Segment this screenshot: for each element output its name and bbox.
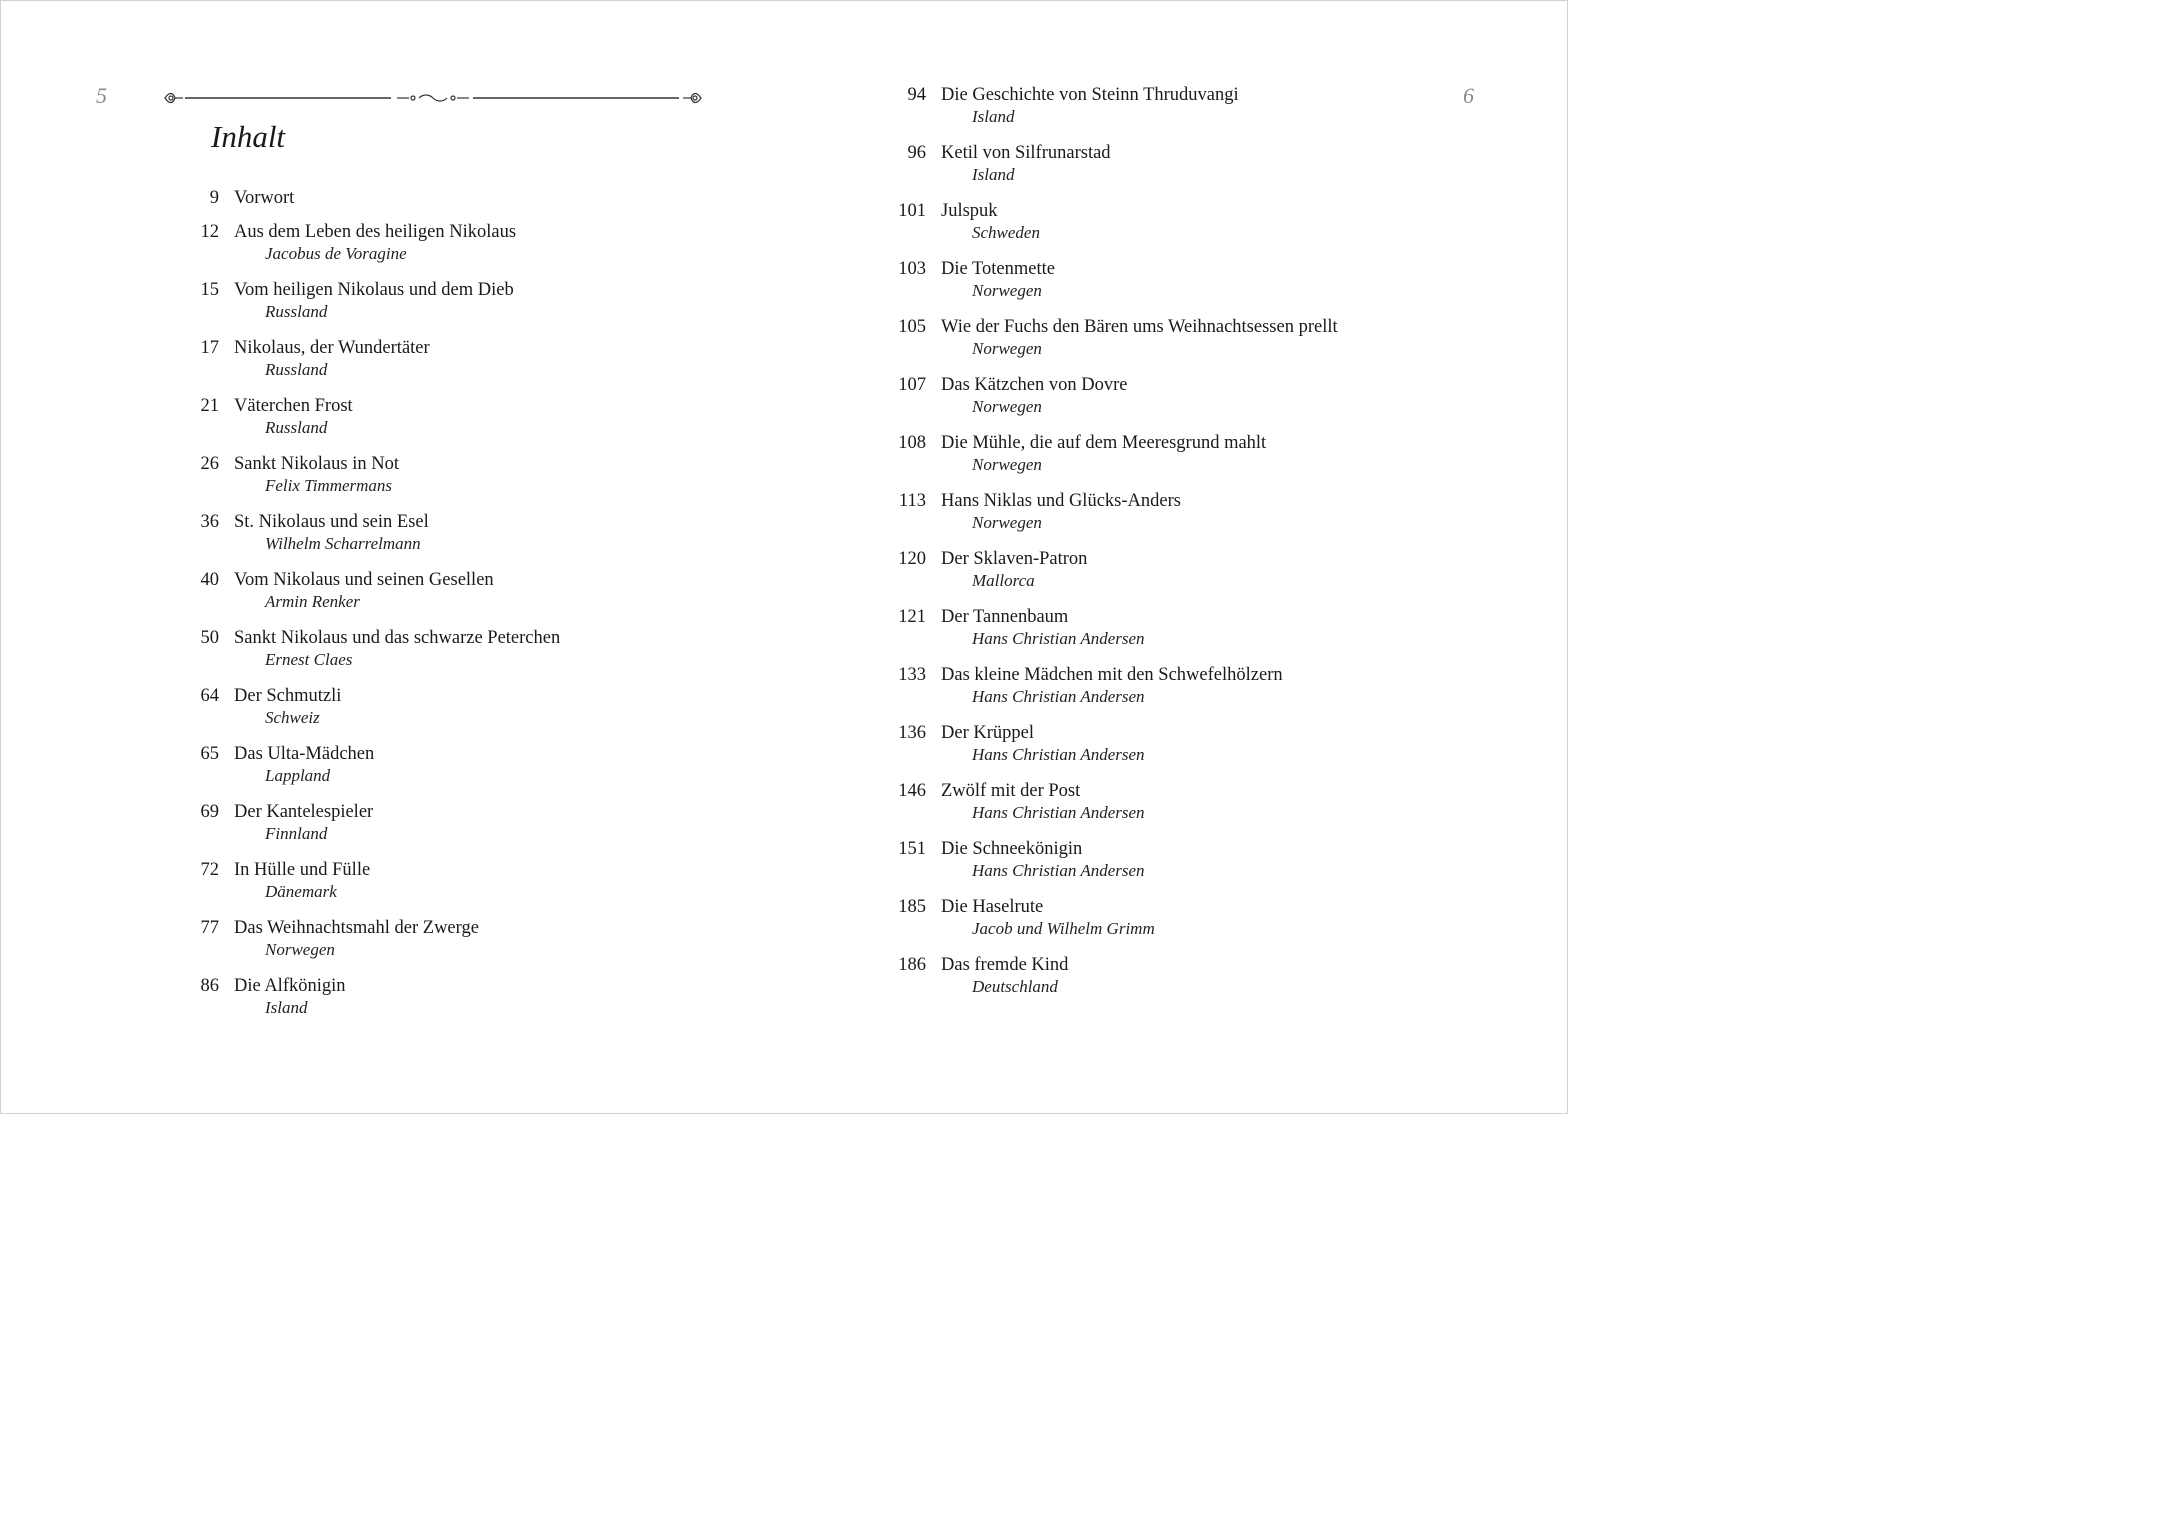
toc-entry (187, 684, 707, 742)
toc-source: Finnland (265, 824, 328, 843)
toc-page-number: 146 (898, 781, 926, 801)
toc-title: Der Tannenbaum (941, 607, 1069, 627)
toc-title: Vom heiligen Nikolaus und dem Dieb (234, 280, 514, 300)
toc-entry (881, 431, 1441, 489)
toc-source: Armin Renker (265, 592, 360, 611)
toc-page-number: 64 (200, 686, 219, 706)
toc-page-number: 12 (200, 222, 219, 242)
toc-entry (187, 186, 707, 220)
toc-title: Väterchen Frost (234, 396, 353, 416)
toc-title: Das kleine Mädchen mit den Schwefelhölzern (941, 665, 1283, 685)
toc-entry (881, 141, 1441, 199)
toc-entry (881, 83, 1441, 141)
toc-source: Deutschland (972, 977, 1058, 996)
toc-entry (881, 663, 1441, 721)
toc-source: Dänemark (265, 882, 337, 901)
toc-page-number: 40 (200, 570, 219, 590)
toc-page-number: 113 (898, 491, 926, 511)
toc-source: Russland (265, 302, 328, 321)
toc-page-number: 26 (200, 454, 219, 474)
toc-entry (881, 257, 1441, 315)
toc-source: Hans Christian Andersen (972, 629, 1145, 648)
toc-entry (187, 742, 707, 800)
toc-source: Island (265, 998, 308, 1017)
toc-entry (187, 626, 707, 684)
toc-title: Aus dem Leben des heiligen Nikolaus (234, 222, 517, 242)
toc-source: Hans Christian Andersen (972, 861, 1145, 880)
toc-page-number: 133 (898, 665, 926, 685)
toc-page-number: 101 (898, 201, 926, 221)
toc-entry (187, 278, 707, 336)
toc-page-number: 77 (200, 918, 219, 938)
toc-entry (881, 315, 1441, 373)
toc-title: Vorwort (234, 188, 295, 208)
toc-entry (187, 220, 707, 278)
toc-title: Der Krüppel (941, 723, 1034, 743)
page-number-right: 6 (1463, 83, 1474, 108)
toc-page-number: 120 (898, 549, 926, 569)
toc-page-number: 121 (898, 607, 926, 627)
toc-title: Der Kantelespieler (234, 802, 374, 822)
toc-title: Ketil von Silfrunarstad (941, 143, 1111, 163)
toc-page-number: 86 (200, 976, 219, 996)
toc-page-number: 186 (898, 955, 926, 975)
toc-page-number: 17 (200, 338, 219, 358)
toc-source: Norwegen (972, 513, 1042, 532)
toc-page-number: 65 (200, 744, 219, 764)
toc-entry (881, 373, 1441, 431)
toc-source: Hans Christian Andersen (972, 745, 1145, 764)
toc-source: Norwegen (972, 339, 1042, 358)
toc-title: Sankt Nikolaus und das schwarze Peterchen (234, 628, 561, 648)
toc-entry (881, 837, 1441, 895)
toc-page-number: 107 (898, 375, 926, 395)
toc-source: Mallorca (972, 571, 1035, 590)
toc-source: Lappland (265, 766, 331, 785)
toc-entry (187, 394, 707, 452)
toc-title: Die Alfkönigin (234, 976, 346, 996)
toc-entry (881, 895, 1441, 953)
toc-source: Norwegen (972, 455, 1042, 474)
toc-title: Das fremde Kind (941, 955, 1069, 975)
toc-source: Hans Christian Andersen (972, 803, 1145, 822)
toc-entry (187, 800, 707, 858)
toc-title: Der Sklaven-Patron (941, 549, 1088, 569)
toc-title: Vom Nikolaus und seinen Gesellen (234, 570, 494, 590)
toc-entry (187, 510, 707, 568)
toc-title: Das Kätzchen von Dovre (941, 375, 1128, 395)
toc-entry (881, 489, 1441, 547)
toc-source: Russland (265, 418, 328, 437)
toc-source: Schweden (972, 223, 1040, 242)
toc-page-number: 94 (907, 85, 926, 105)
toc-title: Zwölf mit der Post (941, 781, 1081, 801)
toc-page-number: 15 (200, 280, 219, 300)
toc-source: Hans Christian Andersen (972, 687, 1145, 706)
toc-entry (881, 953, 1441, 1011)
toc-title: Das Weihnachtsmahl der Zwerge (234, 918, 479, 938)
toc-title: Sankt Nikolaus in Not (234, 454, 399, 474)
toc-entry (881, 605, 1441, 663)
toc-page-number: 50 (200, 628, 219, 648)
toc-page-number: 69 (200, 802, 219, 822)
page-number-left: 5 (96, 83, 107, 108)
toc-title: St. Nikolaus und sein Esel (234, 512, 429, 532)
toc-source: Jacob und Wilhelm Grimm (972, 919, 1155, 938)
toc-source: Norwegen (265, 940, 335, 959)
toc-entry (881, 721, 1441, 779)
toc-entry (187, 858, 707, 916)
toc-page-number: 9 (209, 188, 219, 208)
toc-source: Island (972, 107, 1015, 126)
toc-entry (187, 568, 707, 626)
toc-page-number: 36 (200, 512, 219, 532)
toc-entry (187, 336, 707, 394)
toc-title: Die Totenmette (941, 259, 1055, 279)
table-of-contents-right (881, 83, 1441, 1011)
toc-entry (881, 199, 1441, 257)
toc-page-number: 96 (907, 143, 926, 163)
toc-source: Norwegen (972, 281, 1042, 300)
toc-title: Der Schmutzli (234, 686, 342, 706)
toc-source: Norwegen (972, 397, 1042, 416)
toc-title: Julspuk (941, 201, 998, 221)
toc-page-number: 103 (898, 259, 926, 279)
toc-page-number: 21 (200, 396, 219, 416)
toc-title: Die Geschichte von Steinn Thruduvangi (941, 85, 1239, 105)
toc-page-number: 151 (898, 839, 926, 859)
toc-source: Felix Timmermans (265, 476, 393, 495)
toc-entry (881, 779, 1441, 837)
toc-title: Die Schneekönigin (941, 839, 1083, 859)
toc-page-number: 72 (200, 860, 219, 880)
toc-source: Ernest Claes (265, 650, 353, 669)
toc-source: Island (972, 165, 1015, 184)
page-title: Inhalt (211, 119, 286, 154)
ornamental-rule-icon (163, 87, 703, 109)
toc-title: Hans Niklas und Glücks-Anders (941, 491, 1181, 511)
toc-page-number: 136 (898, 723, 926, 743)
toc-title: Die Haselrute (941, 897, 1044, 917)
toc-source: Jacobus de Voragine (265, 244, 407, 263)
toc-page-number: 185 (898, 897, 926, 917)
table-of-contents-left (187, 186, 707, 1032)
toc-title: In Hülle und Fülle (234, 860, 371, 880)
toc-title: Wie der Fuchs den Bären ums Weihnachtsessen prellt (941, 317, 1338, 337)
toc-source: Schweiz (265, 708, 320, 727)
toc-source: Russland (265, 360, 328, 379)
toc-title: Die Mühle, die auf dem Meeresgrund mahlt (941, 433, 1267, 453)
toc-entry (187, 452, 707, 510)
toc-title: Das Ulta-Mädchen (234, 744, 375, 764)
toc-source: Wilhelm Scharrelmann (265, 534, 421, 553)
toc-title: Nikolaus, der Wundertäter (234, 338, 430, 358)
toc-entry (187, 916, 707, 974)
toc-entry (881, 547, 1441, 605)
toc-page-number: 108 (898, 433, 926, 453)
toc-entry (187, 974, 707, 1032)
toc-page-number: 105 (898, 317, 926, 337)
